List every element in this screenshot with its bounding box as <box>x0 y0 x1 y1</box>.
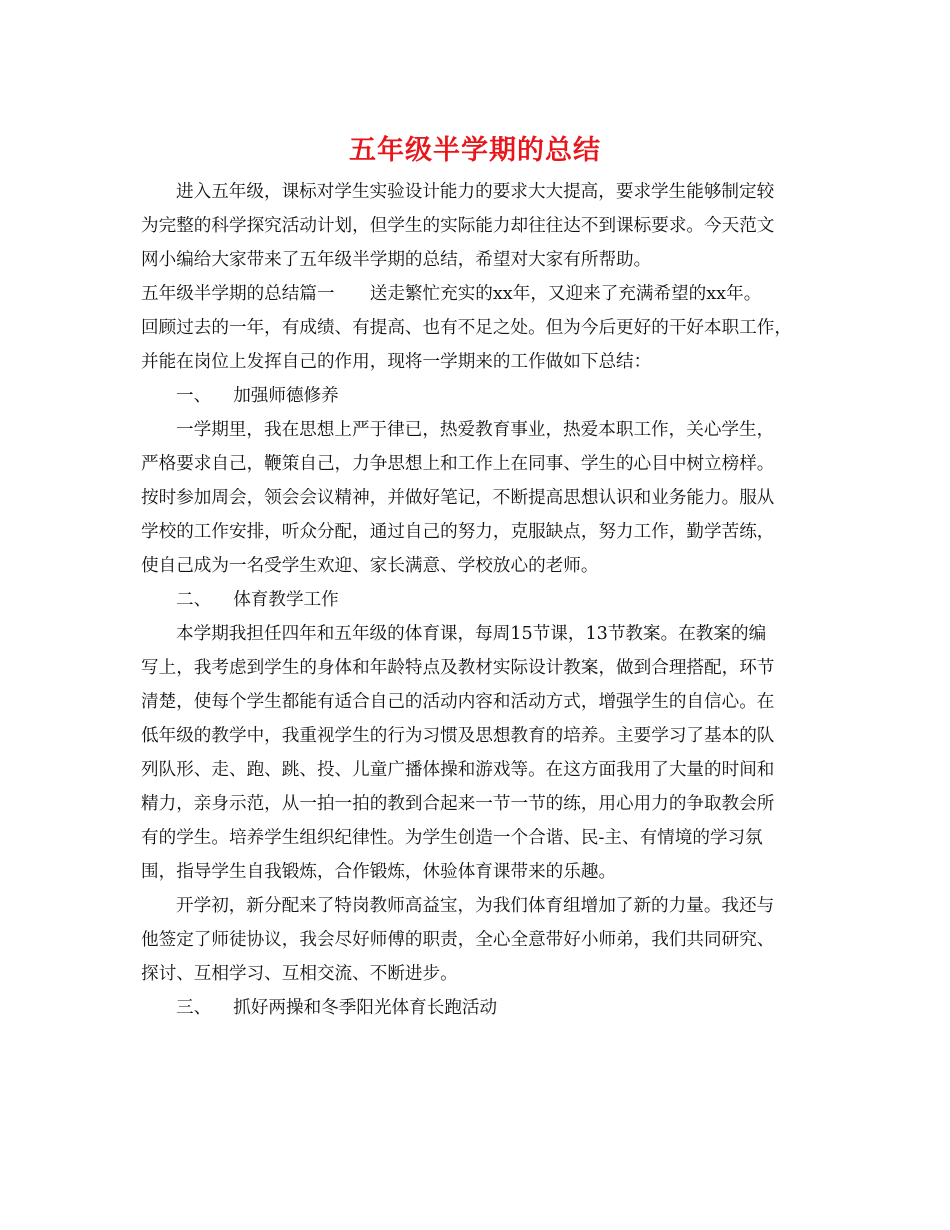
section-number: 二、 <box>176 590 212 610</box>
paragraph-line: 回顾过去的一年，有成绩、有提高、也有不足之处。但为今后更好的干好本职工作， <box>141 318 792 338</box>
section-heading-1 <box>141 379 813 413</box>
paragraph-line: 网小编给大家带来了五年级半学期的总结，希望对大家有所帮助。 <box>141 250 652 270</box>
paragraph-line: 严格要求自己，鞭策自己，力争思想上和工作上在同事、学生的心目中树立榜样。 <box>141 454 775 474</box>
section-number: 一、 <box>176 386 212 406</box>
paragraph-line: 有的学生。培养学生组织纪律性。为学生创造一个合谐、民-主、有情境的学习氛 <box>141 828 763 848</box>
paragraph-line: 按时参加周会，领会会议精神，并做好笔记，不断提高思想认识和业务能力。服从 <box>141 488 775 508</box>
paragraph-line: 一学期里，我在思想上严于律已，热爱教育事业，热爱本职工作，关心学生， <box>176 420 775 440</box>
paragraph-line: 进入五年级，课标对学生实验设计能力的要求大大提高，要求学生能够制定较 <box>176 182 775 202</box>
paragraph-line: 围，指导学生自我锻炼，合作锻炼，休验体育课带来的乐趣。 <box>141 862 617 882</box>
document-body <box>141 175 813 1025</box>
paragraph-line: 使自己成为一名受学生欢迎、家长满意、学校放心的老师。 <box>141 556 599 576</box>
section-title: 体育教学工作 <box>233 590 339 610</box>
section-title: 抓好两操和冬季阳光体育长跑活动 <box>233 998 498 1018</box>
paragraph-line: 清楚，使每个学生都能有适合自己的活动内容和活动方式，增强学生的自信心。在 <box>141 692 775 712</box>
section-number: 三、 <box>176 998 212 1018</box>
paragraph-line: 开学初，新分配来了特岗教师高益宝，为我们体育组增加了新的力量。我还与 <box>176 896 775 916</box>
section-heading-3 <box>141 991 813 1025</box>
section-heading-2 <box>141 583 813 617</box>
paragraph-line: 学校的工作安排，听众分配，通过自己的努力，克服缺点，努力工作，勤学苦练， <box>141 522 775 542</box>
paragraph-line: 低年级的教学中，我重视学生的行为习惯及思想教育的培养。主要学习了基本的队 <box>141 726 775 746</box>
document-title: 五年级半学期的总结 <box>349 135 601 166</box>
paragraph-line: 写上，我考虑到学生的身体和年龄特点及教材实际设计教案，做到合理搭配，环节 <box>141 658 775 678</box>
paragraph-line: 本学期我担任四年和五年级的体育课，每周15节课，13节教案。在教案的编 <box>176 624 767 644</box>
paragraph-line: 并能在岗位上发挥自己的作用，现将一学期来的工作做如下总结： <box>141 352 652 372</box>
paragraph-line: 为完整的科学探究活动计划，但学生的实际能力却往往达不到课标要求。今天范文 <box>141 216 775 236</box>
paragraph-line: 探讨、互相学习、互相交流、不断进步。 <box>141 964 458 984</box>
paragraph-line: 他签定了师徒协议，我会尽好师傅的职责，全心全意带好小师弟，我们共同研究、 <box>141 930 775 950</box>
paragraph-line: 精力，亲身示范，从一拍一拍的教到合起来一节一节的练，用心用力的争取教会所 <box>141 794 775 814</box>
paragraph-line: 列队形、走、跑、跳、投、儿童广播体操和游戏等。在这方面我用了大量的时间和 <box>141 760 775 780</box>
section-title: 加强师德修养 <box>233 386 339 406</box>
paragraph-line: 五年级半学期的总结篇一 送走繁忙充实的xx年，又迎来了充满希望的xx年。 <box>141 284 762 304</box>
